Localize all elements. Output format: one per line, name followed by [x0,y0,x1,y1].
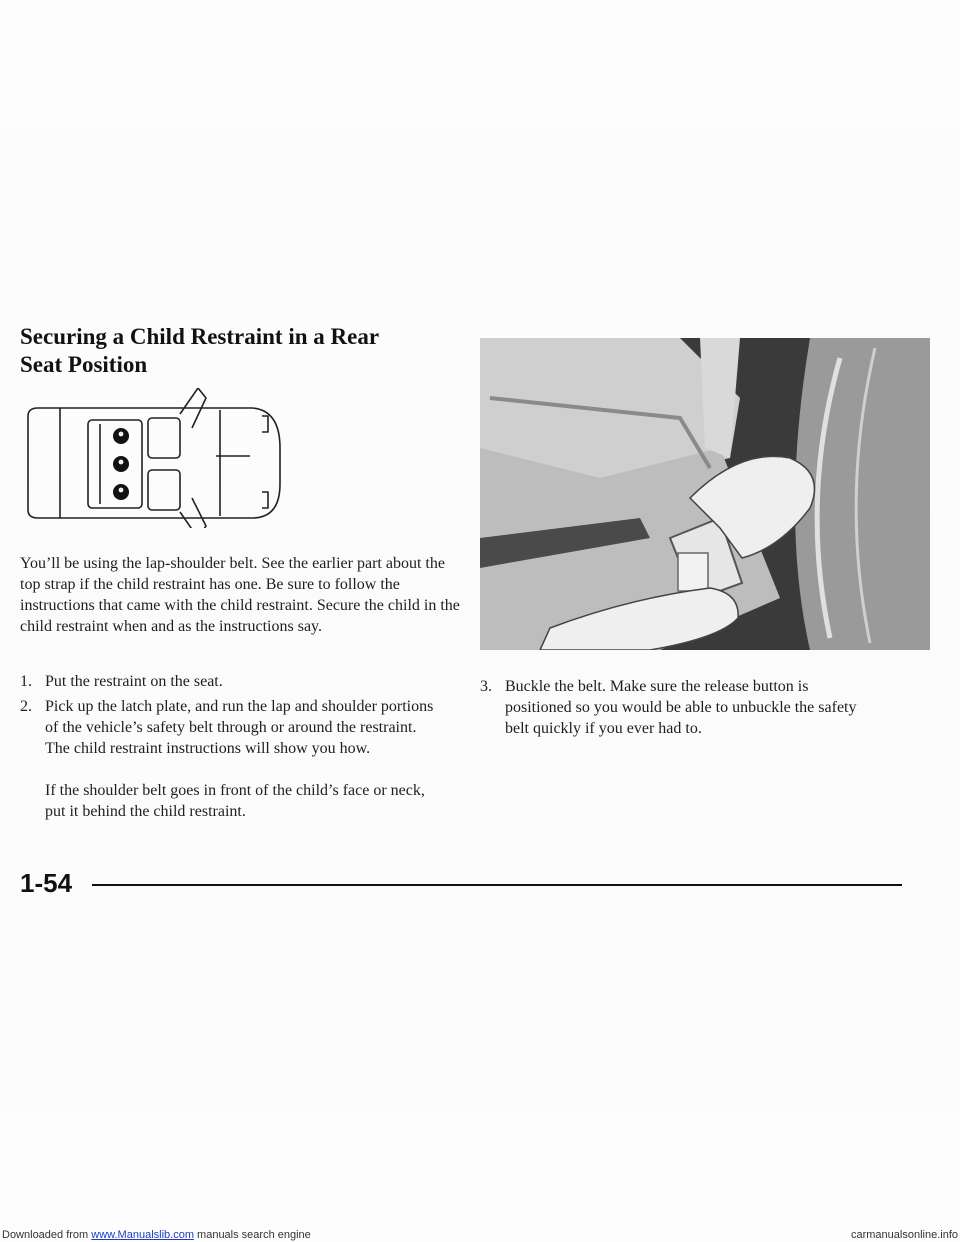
manualslib-link[interactable]: www.Manualslib.com [91,1229,194,1241]
step-text: Pick up the latch plate, and run the lap and shoulder portions of the vehicle’s safety belt through or around the restraint. The child restraint instructions will show you how. [45,698,434,757]
step-3 [480,676,900,742]
download-source [2,1229,311,1242]
step-number: 3. [480,678,492,695]
step-2 [20,696,460,780]
footer-rule [92,884,902,886]
seat-position-diagram [20,388,285,528]
step-text: Buckle the belt. Make sure the release button is positioned so you would be able to unbuckle the safety belt quickly if you ever had to. [505,678,857,737]
download-suffix: manuals search engine [193,1229,311,1241]
step-number: 2. [20,698,32,715]
intro-paragraph: You’ll be using the lap-shoulder belt. See the earlier part about the top strap if the child restraint has one. Be sure to follow the instructions that came with the child restraint. Secure the child in the child restraint when and as the instructions say. [20,555,460,635]
section-title: Securing a Child Restraint in a Rear Seat Position [20,324,379,377]
buckle-photo [480,338,930,650]
step-number: 1. [20,673,32,690]
step-1 [20,671,460,693]
page-number: 1-54 [20,868,73,898]
download-prefix: Downloaded from [2,1229,92,1241]
step-text: Put the restraint on the seat. [45,673,223,690]
shoulder-belt-note: If the shoulder belt goes in front of the child’s face or neck, put it behind the child restraint. [45,782,425,820]
watermark-text: carmanualsonline.info [850,1229,958,1241]
download-footer [0,1229,960,1242]
buckle-illustration [480,338,930,650]
